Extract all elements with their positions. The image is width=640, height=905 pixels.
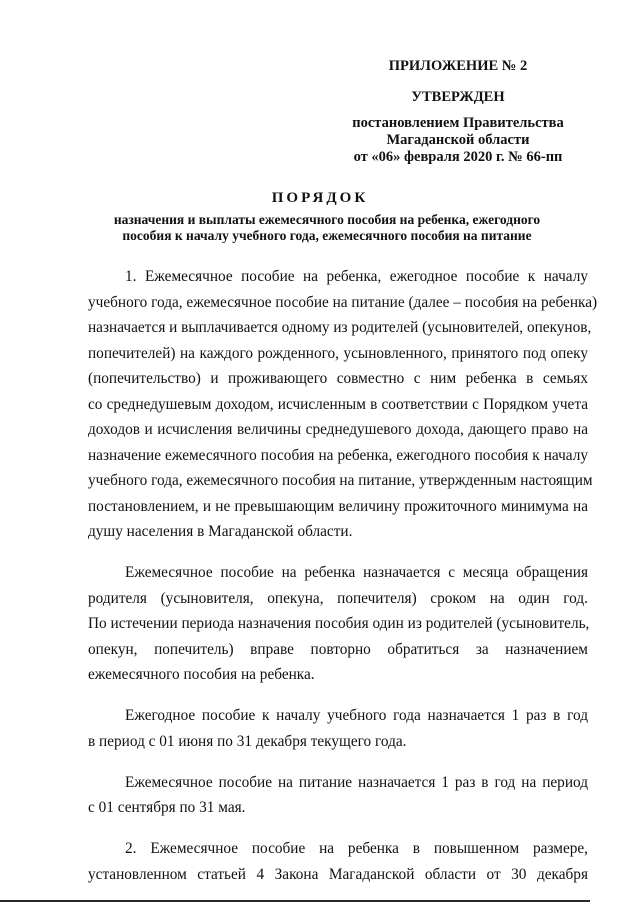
- document-title: ПОРЯДОК: [271, 190, 369, 206]
- text-line: родителя (усыновителя, опекуна, попечителя) сроком на один год.: [88, 589, 588, 607]
- text-line: установленном статьей 4 Закона Магаданской области от 30 декабря: [88, 865, 588, 883]
- text-line: 1. Ежемесячное пособие на ребенка, ежегодное пособие к началу: [125, 268, 588, 285]
- text-line: попечителей) на каждого рожденного, усыновленного, принятого под опеку: [88, 344, 588, 362]
- approved-label: УТВЕРЖДЕН: [411, 89, 505, 105]
- approval-block: [318, 58, 598, 166]
- scan-edge-line: [0, 900, 590, 902]
- text-line: душу населения в Магаданской области.: [88, 523, 353, 540]
- subtitle-line: пособия к началу учебного года, ежемесячного пособия на питание: [122, 228, 532, 243]
- paragraph: [88, 703, 588, 754]
- appendix-label: ПРИЛОЖЕНИЕ № 2: [388, 58, 528, 74]
- text-line: 2. Ежемесячное пособие на ребенка в повышенном размере,: [125, 840, 588, 857]
- decree-line: постановлением Правительства: [352, 115, 564, 131]
- text-line: Ежемесячное пособие на питание назначается 1 раз в год на период: [125, 773, 588, 791]
- document-subtitle: [84, 212, 570, 244]
- paragraph: [88, 264, 598, 545]
- paragraph: [88, 560, 588, 688]
- text-line: Ежегодное пособие к началу учебного года назначается 1 раз в год: [125, 707, 588, 724]
- text-line: Ежемесячное пособие на ребенка назначается с месяца обращения: [125, 564, 588, 581]
- text-line: По истечении периода назначения пособия один из родителей (усыновитель,: [88, 615, 590, 632]
- text-line: доходов и исчисления величины среднедушевого дохода, дающего право на: [88, 421, 588, 438]
- decree-line: Магаданской области: [386, 132, 530, 148]
- text-line: с 01 сентября по 31 мая.: [88, 799, 246, 816]
- text-line: назначение ежемесячного пособия на ребенка, ежегодного пособия к началу: [88, 446, 588, 464]
- text-line: учебного года, ежемесячное пособие на питание (далее – пособия на ребенка): [88, 293, 598, 311]
- subtitle-line: назначения и выплаты ежемесячного пособия на ребенка, ежегодного: [113, 212, 541, 227]
- text-line: учебного года, ежемесячного пособия на питание, утвержденным настоящим: [88, 472, 593, 489]
- text-line: в период с 01 июня по 31 декабря текущего года.: [88, 732, 407, 750]
- text-line: постановлением, и не превышающим величину прожиточного минимума на: [88, 497, 588, 515]
- text-line: ежемесячного пособия на ребенка.: [88, 666, 315, 683]
- text-line: со среднедушевым доходом, исчисленным в соответствии с Порядком учета: [88, 395, 588, 413]
- text-line: назначается и выплачивается одному из родителей (усыновителей, опекунов,: [88, 319, 592, 336]
- paragraph: [88, 770, 588, 821]
- paragraph: [88, 836, 588, 887]
- decree-line: от «06» февраля 2020 г. № 66-пп: [353, 149, 563, 165]
- text-line: опекун, попечитель) вправе повторно обратиться за назначением: [88, 640, 588, 658]
- text-line: (попечительство) и проживающего совместно с ним ребенка в семьях: [88, 370, 588, 387]
- document-body: [88, 264, 598, 903]
